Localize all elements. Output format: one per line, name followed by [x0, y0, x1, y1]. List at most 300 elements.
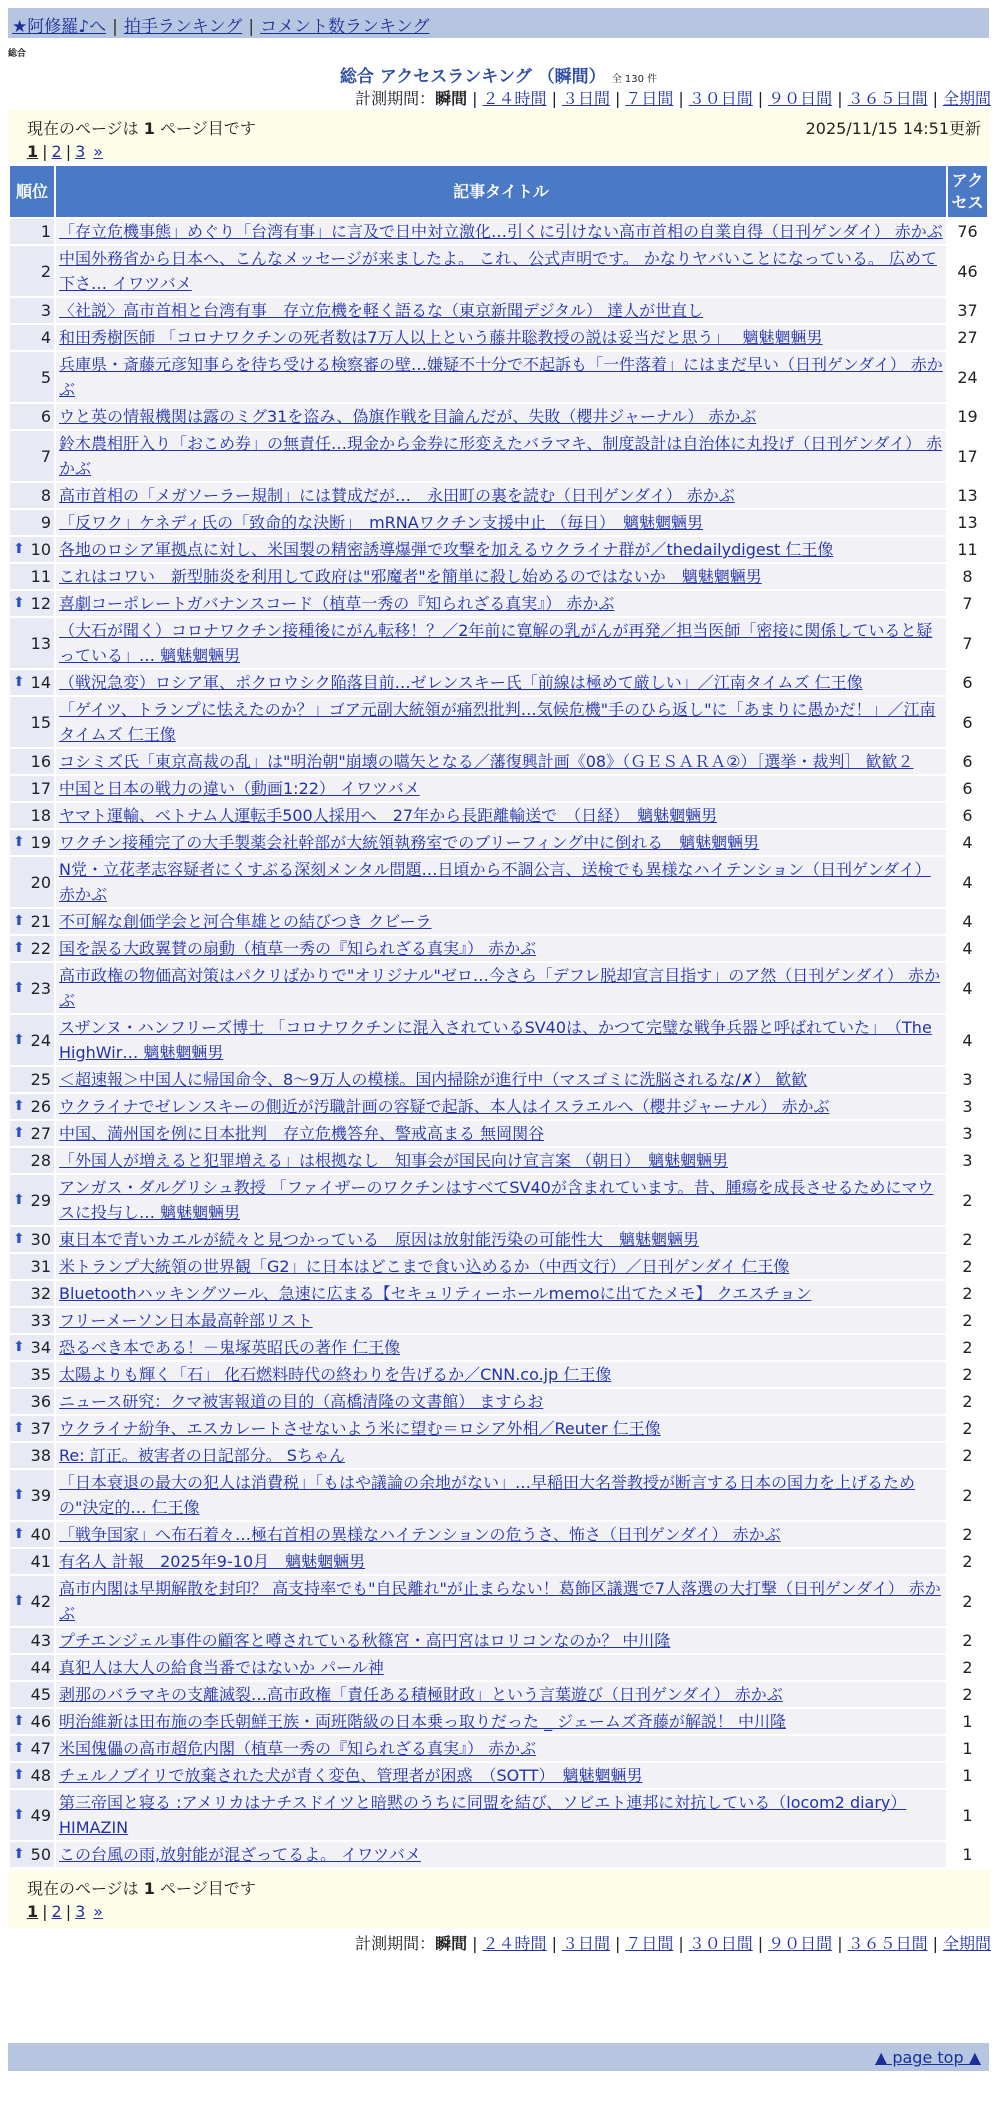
access-count: 24 — [948, 352, 987, 402]
table-row — [10, 936, 987, 961]
table-row — [10, 697, 987, 747]
page-link-2[interactable]: 2 — [51, 142, 62, 161]
rank-number: 13 — [30, 633, 51, 653]
page-next-link[interactable]: » — [93, 142, 104, 161]
rank-number: 40 — [30, 1525, 51, 1544]
rank-cell — [10, 1308, 54, 1333]
title-cell — [56, 325, 946, 350]
table-row — [10, 1576, 987, 1626]
rank-number: 29 — [30, 1190, 51, 1210]
article-link[interactable]: 恐るべき本である！－鬼塚英昭氏の著作 仁王像 — [59, 1338, 401, 1357]
rank-number: 33 — [30, 1311, 51, 1330]
table-row — [10, 431, 987, 481]
rank-cell — [10, 670, 54, 695]
title-cell — [56, 618, 946, 668]
rank-number: 7 — [40, 446, 51, 466]
title-cell — [56, 1790, 946, 1840]
access-count: 2 — [948, 1416, 987, 1441]
period-link-30d-bottom[interactable]: ３０日間 — [688, 1934, 753, 1953]
period-link-365d-bottom[interactable]: ３６５日間 — [847, 1934, 928, 1953]
article-link[interactable]: 「反ワク」ケネディ氏の「致命的な決断」 mRNAワクチン支援中止 （毎日） 魑魅魍魎男 — [59, 513, 703, 532]
period-current: 瞬間 — [435, 89, 468, 108]
table-row — [10, 246, 987, 296]
period-link-3d-bottom[interactable]: ３日間 — [561, 1934, 610, 1953]
article-link[interactable]: （戦況急変）ロシア軍、ポクロウシク陥落目前…ゼレンスキー氏「前線は極めて厳しい」／江南タイムズ 仁王像 — [59, 673, 863, 692]
rank-number: 21 — [30, 912, 51, 931]
title-cell — [56, 1015, 946, 1065]
access-count: 2 — [948, 1443, 987, 1468]
rank-number: 2 — [40, 261, 51, 281]
table-row — [10, 1281, 987, 1306]
title-cell — [56, 909, 946, 934]
table-row — [10, 909, 987, 934]
nav-link-ashura[interactable]: ★阿修羅♪へ — [12, 17, 107, 37]
rank-number: 9 — [40, 513, 51, 532]
up-arrow-icon: ⬆ — [13, 1846, 25, 1862]
title-cell — [56, 1470, 946, 1520]
article-link[interactable]: ＜超速報＞中国人に帰国命令、8～9万人の模様。国内掃除が進行中（マスゴミに洗脳されるな/✗） 歓歓 — [59, 1070, 808, 1089]
period-link-90d-bottom[interactable]: ９０日間 — [768, 1934, 833, 1953]
rank-number: 41 — [30, 1552, 51, 1571]
rank-number: 43 — [30, 1631, 51, 1650]
article-link[interactable]: 「日本衰退の最大の犯人は消費税」「もはや議論の余地がない」…早稲田大名誉教授が断言する日本の国力を上げるための"決定的… 仁王像 — [59, 1473, 916, 1517]
rank-cell — [10, 1736, 54, 1761]
title-cell — [56, 352, 946, 402]
access-count: 3 — [948, 1094, 987, 1119]
page-link-2-bottom[interactable]: 2 — [51, 1902, 62, 1921]
rank-number: 6 — [40, 407, 51, 426]
rank-cell — [10, 776, 54, 801]
up-arrow-icon: ⬆ — [13, 1231, 25, 1247]
rank-number: 47 — [30, 1739, 51, 1758]
article-link[interactable]: チェルノブイリで放棄された犬が青く変色、管理者が困惑 （SOTT） 魑魅魍魎男 — [59, 1766, 643, 1785]
rank-number: 31 — [30, 1257, 51, 1276]
access-count: 8 — [948, 564, 987, 589]
rank-cell — [10, 510, 54, 535]
rank-cell — [10, 1121, 54, 1146]
table-row — [10, 618, 987, 668]
access-count: 1 — [948, 1763, 987, 1788]
rank-cell — [10, 1522, 54, 1547]
article-link[interactable]: Re: 訂正。被害者の日記部分。 Sちゃん — [59, 1446, 345, 1465]
rank-cell — [10, 1628, 54, 1653]
period-link-3d[interactable]: ３日間 — [561, 89, 610, 108]
rank-cell — [10, 1175, 54, 1225]
access-count: 6 — [948, 697, 987, 747]
rank-number: 37 — [30, 1419, 51, 1438]
table-row — [10, 1522, 987, 1547]
up-arrow-icon: ⬆ — [13, 1740, 25, 1756]
rank-cell — [10, 1148, 54, 1173]
article-link[interactable]: 各地のロシア軍拠点に対し、米国製の精密誘導爆弾で攻撃を加えるウクライナ群が／thedailydigest 仁王像 — [59, 540, 834, 559]
up-arrow-icon: ⬆ — [13, 1191, 25, 1208]
rank-number: 46 — [30, 1712, 51, 1731]
rank-cell — [10, 1416, 54, 1441]
rank-cell — [10, 1790, 54, 1840]
article-link[interactable]: 剥那のバラマキの支離滅裂…高市政権「責任ある積極財政」という言葉遊び（日刊ゲンダイ） 赤かぶ — [59, 1685, 783, 1704]
rank-cell — [10, 1763, 54, 1788]
article-link[interactable]: 高市首相の「メガソーラー規制」には賛成だが… 永田町の裏を読む（日刊ゲンダイ） 赤かぶ — [59, 486, 735, 505]
period-link-24h[interactable]: ２４時間 — [482, 89, 547, 108]
rank-number: 38 — [30, 1446, 51, 1465]
title-cell — [56, 1254, 946, 1279]
title-cell — [56, 670, 946, 695]
title-cell — [56, 1389, 946, 1414]
period-link-24h-bottom[interactable]: ２４時間 — [482, 1934, 547, 1953]
article-link[interactable]: アンガス・ダルグリシュ教授 「ファイザーのワクチンはすべてSV40が含まれています。昔、腫瘍を成長させるためにマウスに投与し… 魑魅魍魎男 — [59, 1178, 934, 1222]
rank-cell — [10, 1015, 54, 1065]
title-cell — [56, 936, 946, 961]
nav-link-applause-ranking[interactable]: 拍手ランキング — [123, 17, 243, 37]
rank-number: 18 — [30, 806, 51, 825]
rank-cell — [10, 618, 54, 668]
table-row — [10, 1709, 987, 1734]
article-link[interactable]: 国を誤る大政翼賛の扇動（植草一秀の『知られざる真実』） 赤かぶ — [59, 939, 537, 958]
access-count: 2 — [948, 1576, 987, 1626]
table-row — [10, 1148, 987, 1173]
ranking-title: 総合 アクセスランキング （瞬間） — [339, 67, 606, 87]
rank-number: 39 — [30, 1485, 51, 1505]
rank-cell — [10, 909, 54, 934]
table-row — [10, 352, 987, 402]
article-link[interactable]: 兵庫県・斎藤元彦知事らを待ち受ける検察審の壁…嫌疑不十分で不起訴も「一件落着」にはまだ早い（日刊ゲンダイ） 赤かぶ — [59, 355, 943, 399]
access-count: 7 — [948, 618, 987, 668]
article-link[interactable]: この台風の雨,放射能が混ざってるよ。 イワツバメ — [59, 1845, 421, 1864]
title-cell — [56, 431, 946, 481]
up-arrow-icon: ⬆ — [13, 1767, 25, 1783]
access-count: 2 — [948, 1389, 987, 1414]
article-link[interactable]: 米国傀儡の高市超危内閣（植草一秀の『知られざる真実』） 赤かぶ — [59, 1739, 537, 1758]
article-link[interactable]: 第三帝国と寝る :アメリカはナチスドイツと暗黙のうちに同盟を結び、ソビエト連邦に対抗している（locom2 diary） HIMAZIN — [59, 1793, 907, 1837]
article-link[interactable]: 高市内閣は早期解散を封印？ 高支持率でも"自民離れ"が止まらない！葛飾区議選で7人落選の大打撃（日刊ゲンダイ） 赤かぶ — [59, 1579, 941, 1623]
table-row — [10, 1763, 987, 1788]
title-cell — [56, 1175, 946, 1225]
pagination-bottom: 1 | 2 | 3 » — [27, 1902, 104, 1921]
table-row — [10, 830, 987, 855]
rank-cell — [10, 219, 54, 244]
title-cell — [56, 803, 946, 828]
up-arrow-icon: ⬆ — [13, 834, 25, 850]
article-link[interactable]: 「外国人が増えると犯罪増える」は根拠なし 知事会が国民向け宣言案 （朝日） 魑魅魍魎男 — [59, 1151, 729, 1170]
up-arrow-icon: ⬆ — [13, 1592, 25, 1609]
article-link[interactable]: 太陽よりも輝く「石」 化石燃料時代の終わりを告げるか／CNN.co.jp 仁王像 — [59, 1365, 612, 1384]
period-link-7d[interactable]: ７日間 — [625, 89, 674, 108]
table-row — [10, 1389, 987, 1414]
page-top-link[interactable]: ▲ page top ▲ — [874, 2048, 981, 2067]
pager-bottom — [8, 1870, 989, 1928]
rank-cell — [10, 936, 54, 961]
access-count: 2 — [948, 1470, 987, 1520]
page-next-link-bottom[interactable]: » — [93, 1902, 104, 1921]
article-link[interactable]: 「存立危機事態」めぐり「台湾有事」に言及で日中対立激化…引くに引けない高市首相の自業自得（日刊ゲンダイ） 赤かぶ — [59, 222, 943, 241]
table-row — [10, 219, 987, 244]
period-link-365d[interactable]: ３６５日間 — [847, 89, 928, 108]
rank-cell — [10, 1842, 54, 1867]
rank-cell — [10, 963, 54, 1013]
rank-number: 1 — [40, 222, 51, 241]
rank-cell — [10, 749, 54, 774]
title-cell — [56, 1763, 946, 1788]
period-link-all[interactable]: 全期間 — [942, 89, 991, 108]
table-row — [10, 537, 987, 562]
access-count: 2 — [948, 1682, 987, 1707]
access-count: 3 — [948, 1121, 987, 1146]
article-link[interactable]: コシミズ氏「東京高裁の乱」は"明治朝"崩壊の嚆矢となる／藩復興計画《08》（ＧＥＳＡＲＡ②）［選挙・裁判］ 歓歓２ — [59, 752, 914, 771]
period-link-30d[interactable]: ３０日間 — [688, 89, 753, 108]
page-current-bottom: 1 — [27, 1902, 39, 1921]
up-arrow-icon: ⬆ — [13, 1526, 25, 1542]
rank-cell — [10, 591, 54, 616]
rank-cell — [10, 431, 54, 481]
table-row — [10, 1175, 987, 1225]
rank-number: 32 — [30, 1284, 51, 1303]
title-cell — [56, 1655, 946, 1680]
total-count: 全 130 件 — [611, 74, 658, 85]
page-current: 1 — [27, 142, 39, 161]
period-link-90d[interactable]: ９０日間 — [768, 89, 833, 108]
rank-cell — [10, 325, 54, 350]
page-title — [0, 62, 997, 87]
up-arrow-icon: ⬆ — [13, 1486, 25, 1503]
title-cell — [56, 1443, 946, 1468]
title-cell — [56, 1094, 946, 1119]
article-link[interactable]: 中国と日本の戦力の違い（動画1:22） イワツバメ — [59, 779, 420, 798]
article-link[interactable]: 喜劇コーポレートガバナンスコード（植草一秀の『知られざる真実』） 赤かぶ — [59, 594, 615, 613]
article-link[interactable]: これはコワい 新型肺炎を利用して政府は"邪魔者"を簡単に殺し始めるのではないか 魑魅魍魎男 — [59, 567, 762, 586]
rank-number: 45 — [30, 1685, 51, 1704]
rank-number: 27 — [30, 1124, 51, 1143]
up-arrow-icon: ⬆ — [13, 1098, 25, 1114]
title-cell — [56, 1522, 946, 1547]
article-link[interactable]: 〈社説〉高市首相と台湾有事 存立危機を軽く語るな（東京新聞デジタル） 達人が世直し — [59, 301, 704, 320]
top-nav: ★阿修羅♪へ | 拍手ランキング | コメント数ランキング — [12, 17, 430, 37]
title-cell — [56, 1416, 946, 1441]
article-link[interactable]: スザンヌ・ハンフリーズ博士 「コロナワクチンに混入されているSV40は、かつて完璧な戦争兵器と呼ばれていた」 （The HighWir… 魑魅魍魎男 — [59, 1018, 932, 1062]
rank-number: 36 — [30, 1392, 51, 1411]
table-row — [10, 483, 987, 508]
rank-cell — [10, 803, 54, 828]
access-count: 7 — [948, 591, 987, 616]
pagination: 1 | 2 | 3 » — [27, 142, 104, 161]
access-count: 3 — [948, 1148, 987, 1173]
access-count: 76 — [948, 219, 987, 244]
header-rank: 順位 — [10, 166, 54, 217]
table-row — [10, 1470, 987, 1520]
access-count: 4 — [948, 1015, 987, 1065]
rank-cell — [10, 1682, 54, 1707]
article-link[interactable]: 鈴木農相肝入り「おこめ券」の無責任…現金から金券に形変えたバラマキ、制度設計は自治体に丸投げ（日刊ゲンダイ） 赤かぶ — [59, 434, 943, 478]
rank-cell — [10, 1470, 54, 1520]
up-arrow-icon: ⬆ — [13, 595, 25, 611]
access-count: 2 — [948, 1227, 987, 1252]
rank-cell — [10, 697, 54, 747]
table-row — [10, 670, 987, 695]
table-row — [10, 1655, 987, 1680]
rank-cell — [10, 1443, 54, 1468]
access-count: 4 — [948, 830, 987, 855]
title-cell — [56, 1067, 946, 1092]
table-row — [10, 1362, 987, 1387]
title-cell — [56, 1362, 946, 1387]
access-count: 4 — [948, 963, 987, 1013]
article-link[interactable]: ニュース研究：クマ被害報道の目的（高橋清隆の文書館） ますらお — [59, 1392, 544, 1411]
article-link[interactable]: 米トランプ大統領の世界観「G2」に日本はどこまで食い込めるか（中西文行）／日刊ゲンダイ 仁王像 — [59, 1257, 790, 1276]
period-link-all-bottom[interactable]: 全期間 — [942, 1934, 991, 1953]
rank-number: 30 — [30, 1230, 51, 1249]
access-count: 27 — [948, 325, 987, 350]
article-link[interactable]: ウと英の情報機関は露のミグ31を盗み、偽旗作戦を目論んだが、失敗（櫻井ジャーナル） 赤かぶ — [59, 407, 757, 426]
up-arrow-icon: ⬆ — [13, 913, 25, 929]
article-link[interactable]: 不可解な創価学会と河合隼雄との結びつき クビーラ — [59, 912, 432, 931]
table-row — [10, 1254, 987, 1279]
article-link[interactable]: 中国、満州国を例に日本批判 存立危機答弁、警戒高まる 無岡関谷 — [59, 1124, 545, 1143]
title-cell — [56, 1682, 946, 1707]
rank-number: 16 — [30, 752, 51, 771]
rank-number: 10 — [30, 540, 51, 559]
table-row — [10, 510, 987, 535]
rank-cell — [10, 1362, 54, 1387]
article-link[interactable]: 「ゲイツ、トランプに怯えたのか？」ゴア元副大統領が痛烈批判…気候危機"手のひら返し"に「あまりに愚かだ！」／江南タイムズ 仁王像 — [59, 700, 936, 744]
access-count: 1 — [948, 1709, 987, 1734]
article-link[interactable]: ヤマト運輸、ベトナム人運転手500人採用へ 27年から長距離輸送で （日経） 魑魅魍魎男 — [59, 806, 718, 825]
rank-cell — [10, 830, 54, 855]
table-row — [10, 591, 987, 616]
article-link[interactable]: 真犯人は大人の給食当番ではないか パール神 — [59, 1658, 384, 1677]
ranking-rows — [10, 219, 987, 1867]
article-link[interactable]: ワクチン接種完了の大手製薬会社幹部が大統領執務室でのブリーフィング中に倒れる 魑魅魍魎男 — [59, 833, 760, 852]
rank-number: 49 — [30, 1805, 51, 1825]
up-arrow-icon: ⬆ — [13, 1339, 25, 1355]
rank-number: 35 — [30, 1365, 51, 1384]
article-link[interactable]: 明治維新は田布施の李氏朝鮮王族・両班階級の日本乗っ取りだった _ ジェームズ斉藤が解説！ 中川隆 — [59, 1712, 786, 1731]
period-selector-bottom: 計測期間：瞬間 | ２４時間 | ３日間 | ７日間 | ３０日間 | ９０日間 | ３６５日間 | 全期間 — [355, 1934, 991, 1953]
title-cell — [56, 1148, 946, 1173]
up-arrow-icon: ⬆ — [13, 1806, 25, 1823]
rank-cell — [10, 1227, 54, 1252]
page-link-3-bottom[interactable]: 3 — [75, 1902, 86, 1921]
rank-number: 48 — [30, 1766, 51, 1785]
article-link[interactable]: 「戦争国家」へ布石着々…極右首相の異様なハイテンションの危うさ、怖さ（日刊ゲンダイ） 赤かぶ — [59, 1525, 781, 1544]
rank-cell — [10, 298, 54, 323]
period-link-7d-bottom[interactable]: ７日間 — [625, 1934, 674, 1953]
table-row — [10, 1227, 987, 1252]
access-count: 46 — [948, 246, 987, 296]
rank-cell — [10, 564, 54, 589]
table-row — [10, 1443, 987, 1468]
access-count: 6 — [948, 670, 987, 695]
current-page-text: 現在のページは 1 ページ目です — [27, 119, 256, 138]
updated-timestamp: 2025/11/15 14:51更新 — [805, 119, 981, 138]
pager-top — [8, 110, 989, 162]
rank-number: 24 — [30, 1030, 51, 1050]
access-count: 1 — [948, 1842, 987, 1867]
access-count: 1 — [948, 1790, 987, 1840]
table-row — [10, 857, 987, 907]
access-count: 6 — [948, 749, 987, 774]
rank-number: 12 — [30, 594, 51, 613]
rank-cell — [10, 1254, 54, 1279]
article-link[interactable]: N党・立花孝志容疑者にくすぶる深刻メンタル問題…日頃から不調公言、送検でも異様なハイテンション（日刊ゲンダイ） 赤かぶ — [59, 860, 931, 904]
up-arrow-icon: ⬆ — [13, 1031, 25, 1048]
table-row — [10, 564, 987, 589]
title-cell — [56, 1281, 946, 1306]
table-row — [10, 1736, 987, 1761]
title-cell — [56, 510, 946, 535]
access-count: 2 — [948, 1254, 987, 1279]
access-count: 1 — [948, 1736, 987, 1761]
up-arrow-icon: ⬆ — [13, 979, 25, 996]
rank-number: 3 — [40, 301, 51, 320]
table-row — [10, 776, 987, 801]
table-row — [10, 749, 987, 774]
rank-number: 22 — [30, 939, 51, 958]
up-arrow-icon: ⬆ — [13, 674, 25, 690]
article-link[interactable]: ウクライナ紛争、エスカレートさせないよう米に望む＝ロシア外相／Reuter 仁王像 — [59, 1419, 661, 1438]
rank-cell — [10, 352, 54, 402]
rank-cell — [10, 537, 54, 562]
rank-cell — [10, 1281, 54, 1306]
rank-number: 34 — [30, 1338, 51, 1357]
table-row — [10, 325, 987, 350]
title-cell — [56, 1628, 946, 1653]
rank-number: 28 — [30, 1151, 51, 1170]
title-cell — [56, 219, 946, 244]
title-cell — [56, 1842, 946, 1867]
article-link[interactable]: Bluetoothハッキングツール、急速に広まる【セキュリティーホールmemoに出てたメモ】 クエスチョン — [59, 1284, 812, 1303]
table-row — [10, 1335, 987, 1360]
rank-number: 14 — [30, 673, 51, 692]
title-cell — [56, 591, 946, 616]
table-row — [10, 1094, 987, 1119]
article-link[interactable]: 有名人 計報 2025年9-10月 魑魅魍魎男 — [59, 1552, 366, 1571]
article-link[interactable]: フリーメーソン日本最高幹部リスト — [59, 1311, 313, 1330]
rank-cell — [10, 246, 54, 296]
rank-number: 50 — [30, 1845, 51, 1864]
article-link[interactable]: 和田秀樹医師 「コロナワクチンの死者数は7万人以上という藤井聡教授の説は妥当だと思う」 魑魅魍魎男 — [59, 328, 823, 347]
article-link[interactable]: 高市政権の物価高対策はパクリばかりで"オリジナル"ゼロ…今さら「デフレ脱却宣言目指す」のア然（日刊ゲンダイ） 赤かぶ — [59, 966, 941, 1010]
up-arrow-icon: ⬆ — [13, 541, 25, 557]
article-link[interactable]: 東日本で青いカエルが続々と見つかっている 原因は放射能汚染の可能性大 魑魅魍魎男 — [59, 1230, 700, 1249]
title-cell — [56, 1308, 946, 1333]
rank-number: 5 — [40, 367, 51, 387]
rank-cell — [10, 1389, 54, 1414]
access-count: 13 — [948, 510, 987, 535]
article-link[interactable]: ウクライナでゼレンスキーの側近が汚職計画の容疑で起訴、本人はイスラエルへ（櫻井ジャーナル） 赤かぶ — [59, 1097, 830, 1116]
rank-number: 8 — [40, 486, 51, 505]
access-count: 4 — [948, 909, 987, 934]
rank-number: 15 — [30, 712, 51, 732]
article-link[interactable]: （大石が聞く）コロナワクチン接種後にがん転移！？／2年前に寛解の乳がんが再発／担当医師「密接に関係していると疑っている」… 魑魅魍魎男 — [59, 621, 933, 665]
table-row — [10, 404, 987, 429]
rank-number: 26 — [30, 1097, 51, 1116]
article-link[interactable]: プチエンジェル事件の顧客と噂されている秋篠宮・高円宮はロリコンなのか？ 中川隆 — [59, 1631, 671, 1650]
nav-link-comment-ranking[interactable]: コメント数ランキング — [260, 17, 430, 37]
rank-cell — [10, 1335, 54, 1360]
title-cell — [56, 1121, 946, 1146]
page-link-3[interactable]: 3 — [75, 142, 86, 161]
category-label: 総合 — [8, 49, 27, 59]
access-count: 11 — [948, 537, 987, 562]
rank-number: 44 — [30, 1658, 51, 1677]
title-cell — [56, 537, 946, 562]
rank-cell — [10, 857, 54, 907]
table-row — [10, 963, 987, 1013]
rank-cell — [10, 1067, 54, 1092]
title-cell — [56, 697, 946, 747]
title-cell — [56, 246, 946, 296]
article-link[interactable]: 中国外務省から日本へ、こんなメッセージが来ましたよ。 これ、公式声明です。 かなりヤバいことになっている。 広めて下さ… イワツバメ — [59, 249, 937, 293]
rank-cell — [10, 1709, 54, 1734]
